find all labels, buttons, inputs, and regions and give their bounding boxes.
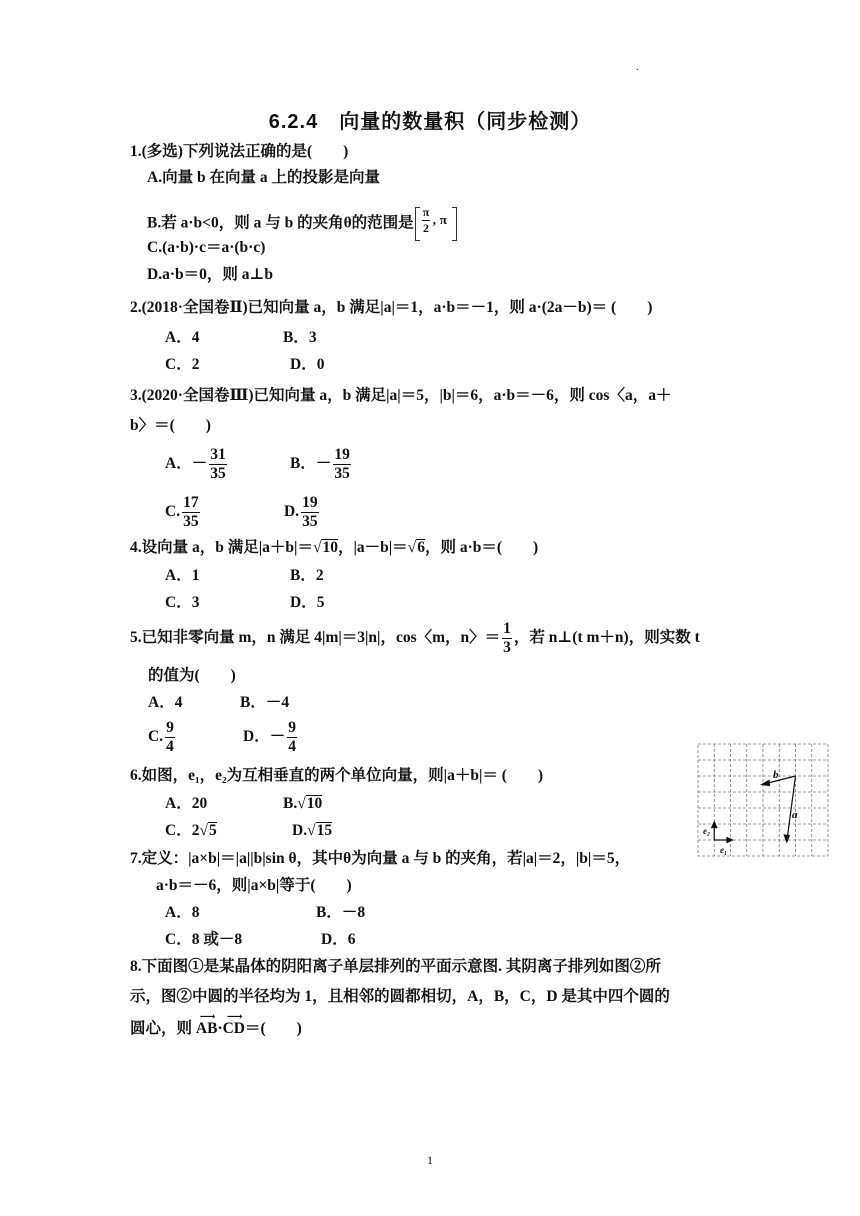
q7-stem-line2: a·b＝－6，则|a×b|等于( ) [156, 877, 352, 894]
vector-cd: ⟶ CD [222, 1011, 245, 1037]
header-dot: . [636, 62, 639, 73]
interval-bracket: $\frac{\pi}{2}$ , π [415, 207, 457, 241]
page-number: 1 [427, 1153, 433, 1167]
q4-option-c: C．3 [165, 594, 200, 611]
q3-stem-line1: 3.(2020·全国卷Ⅲ)已知向量 a，b 满足|a|＝5，|b|＝6，a·b＝－6，则 cos〈a，a＋ [130, 387, 672, 404]
q2-option-c: C．2 [165, 356, 200, 373]
q5-stem-line2: 的值为( ) [148, 667, 236, 684]
vector-ab: ⟶ AB [195, 1011, 218, 1037]
vector-e1-label: e₁ [720, 845, 728, 855]
q7-option-d: D．6 [321, 931, 356, 948]
q5-option-d: D．－ $\frac{9}{4}$ [243, 719, 296, 755]
q8-line2: 示，图②中圆的半径均为 1，且相邻的圆都相切，A，B，C，D 是其中四个圆的 [130, 988, 670, 1005]
q6-option-d: D.√15 [292, 822, 333, 839]
q6-option-a: A．20 [165, 795, 208, 812]
q3-option-c: C. $\frac{17}{35}$ [165, 494, 199, 530]
q1-option-a: A.向量 b 在向量 a 上的投影是向量 [147, 169, 380, 186]
q7-option-c: C．8 或－8 [165, 931, 243, 948]
q8-line1: 8.下面图①是某晶体的阴阳离子单层排列的平面示意图. 其阴离子排列如图②所 [130, 958, 661, 975]
q4-option-b: B．2 [290, 567, 324, 584]
page-title: 6.2.4 向量的数量积（同步检测） [268, 111, 592, 133]
vector-a-arrowhead [784, 835, 789, 842]
q1-stem: 1.(多选)下列说法正确的是( ) [130, 143, 349, 160]
q5-option-a: A．4 [148, 694, 183, 711]
q2-option-b: B．3 [283, 329, 317, 346]
q6-option-b: B.√10 [283, 795, 323, 812]
q7-stem-line1: 7.定义：|a×b|＝|a||b|sin θ，其中θ为向量 a 与 b 的夹角，若|a|＝2，|b|＝5， [130, 850, 631, 867]
q3-option-a: A．－ $\frac{31}{35}$ [165, 446, 226, 482]
q4-stem: 4.设向量 a，b 满足|a＋b|＝√10，|a－b|＝√6，则 a·b＝( ) [130, 539, 539, 556]
q5-stem: 5.已知非零向量 m，n 满足 4|m|＝3|n|，cos〈m，n〉＝ $\frac{1}{3}$ ，若 n⊥(t m＋n)，则实数 t [130, 620, 700, 656]
q7-option-b: B．－8 [316, 904, 366, 921]
q6-option-c: C．2√5 [165, 822, 217, 839]
q2-option-d: D．0 [290, 356, 325, 373]
vector-a-label: a [792, 809, 798, 821]
q5-option-b: B．－4 [240, 694, 290, 711]
q3-option-d: D. $\frac{19}{35}$ [284, 494, 318, 530]
q2-option-a: A．4 [165, 329, 200, 346]
q1-option-d: D.a·b＝0，则 a⊥b [147, 266, 273, 283]
q4-option-d: D．5 [290, 594, 325, 611]
q4-option-a: A．1 [165, 567, 200, 584]
vector-e2-label: e₂ [703, 826, 711, 836]
q8-line3: 圆心，则 ⟶ AB· ⟶ CD＝( ) [130, 1011, 302, 1037]
q2-stem: 2.(2018·全国卷Ⅱ)已知向量 a，b 满足|a|＝1，a·b＝－1，则 a·(2a－b)＝ ( ) [130, 299, 653, 316]
q3-option-b: B．－ $\frac{19}{35}$ [290, 446, 350, 482]
q7-option-a: A．8 [165, 904, 200, 921]
q3-stem-line2: b〉＝( ) [130, 417, 211, 434]
vector-b-label: b [773, 769, 779, 781]
q1-option-c: C.(a·b)·c＝a·(b·c) [147, 239, 266, 256]
vector-grid-figure [696, 742, 830, 863]
vector-grid-svg [696, 742, 830, 858]
q5-option-c: C. $\frac{9}{4}$ [148, 719, 174, 755]
q1-option-b: B.若 a·b<0，则 a 与 b 的夹角θ的范围是 $\frac{\pi}{2}$ , π [147, 207, 457, 241]
q6-stem: 6.如图，e₁，e₂为互相垂直的两个单位向量，则|a＋b|＝ ( ) [130, 767, 544, 784]
